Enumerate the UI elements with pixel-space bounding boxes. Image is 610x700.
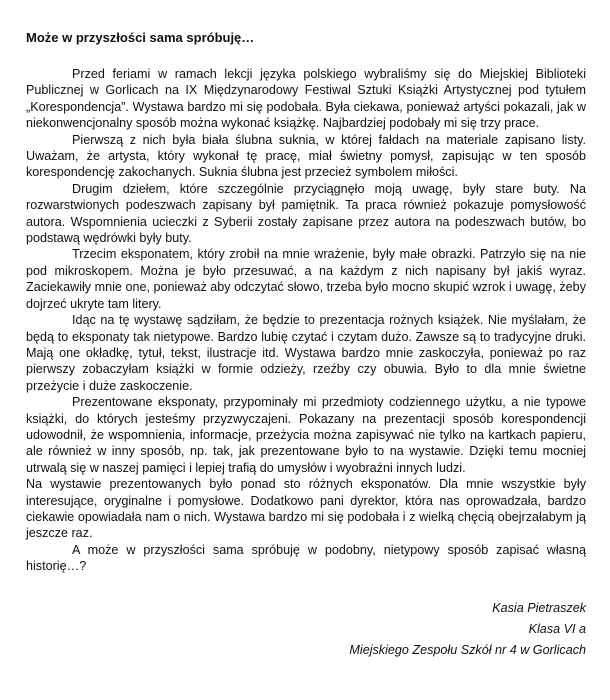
paragraph-8: A może w przyszłości sama spróbuję w podobny, nietypowy sposób zapisać własną historię…? — [26, 542, 586, 574]
paragraph-6: Prezentowane eksponaty, przypominały mi przedmioty codziennego użytku, a nie typowe książki, do których jesteśmy przyzwyczajeni. Pokazany na prezentacji sposób korespondencji udowodnił, że wspomnienia, informacje, przeżycia można zapisywać nie tylko na kartkach papieru, ale również w inny sposób, np. tak, jak prezentowane było to na wystawie. Dzięki temu mocniej utrwalą się w naszej pamięci i lepiej trafią do umysłów i wyobraźni innych ludzi. — [26, 395, 586, 475]
paragraph-1: Przed feriami w ramach lekcji języka polskiego wybraliśmy się do Miejskiej Biblioteki Publicznej w Gorlicach na IX Międzynarodowy Festiwal Sztuki Książki Artystycznej pod tytułem „Korespondencja”. Wystawa bardzo mi się podobała. Była ciekawa, ponieważ artyści pokazali, jak w niekonwencjonalny sposób można wykonać książkę. Najbardziej podobały mi się trzy prace. — [26, 67, 586, 131]
signature-block — [349, 598, 586, 661]
document-title: Może w przyszłości sama spróbuję… — [26, 30, 255, 45]
author-name: Kasia Pietraszek — [492, 601, 586, 615]
paragraph-7: Na wystawie prezentowanych było ponad sto różnych eksponatów. Dla mnie wszystkie były interesujące, oryginalne i pomysłowe. Dodatkowo pani dyrektor, która nas oprowadzała, bardzo ciekawie opowiadała nam o nich. Wystawa bardzo mi się podobała i z wielką chęcią obejrzałabym ją jeszcze raz. — [26, 477, 586, 541]
author-class: Klasa VI a — [528, 622, 586, 636]
paragraph-2: Pierwszą z nich była biała ślubna suknia, w której fałdach na materiale zapisano listy. Uważam, że artysta, który wykonał tę pracę, miał świetny pomysł, zapisując w ten sposób korespondencję zakochanych. Suknia ślubna jest przecież symbolem miłości. — [26, 132, 586, 180]
paragraph-5: Idąc na tę wystawę sądziłam, że będzie to prezentacja rożnych książek. Nie myślałam, że będą to eksponaty tak nietypowe. Bardzo lubię czytać i czytam dużo. Zawsze są to tradycyjne druki. Mają one okładkę, tytuł, tekst, ilustracje itd. Wystawa bardzo mnie zaskoczyła, ponieważ po raz pierwszy zobaczyłam książki w formie odzieży, rzeźby czy obuwia. Było to dla mnie świetne przeżycie i duże zaskoczenie. — [26, 313, 586, 393]
paragraph-3: Drugim dziełem, które szczególnie przyciągnęło moją uwagę, były stare buty. Na rozwarstwionych podeszwach zapisany był pamiętnik. Ta praca również pokazuje pomysłowość autora. Wspomnienia ucieczki z Syberii zostały zapisane przez autora na podeszwach butów, bo podstawą wędrówki były buty. — [26, 181, 586, 246]
author-school: Miejskiego Zespołu Szkół nr 4 w Gorlicach — [349, 643, 586, 657]
paragraph-4: Trzecim eksponatem, który zrobił na mnie wrażenie, były małe obrazki. Patrzyło się na nie pod mikroskopem. Można je było przesuwać, a na każdym z nich napisany był jakiś wyraz. Zaciekawiły mnie one, ponieważ aby odczytać słowo, trzeba było mocno skupić wzrok i uwagę, żeby dojrzeć ukryte tam litery. — [26, 247, 586, 311]
document-page — [26, 30, 586, 575]
